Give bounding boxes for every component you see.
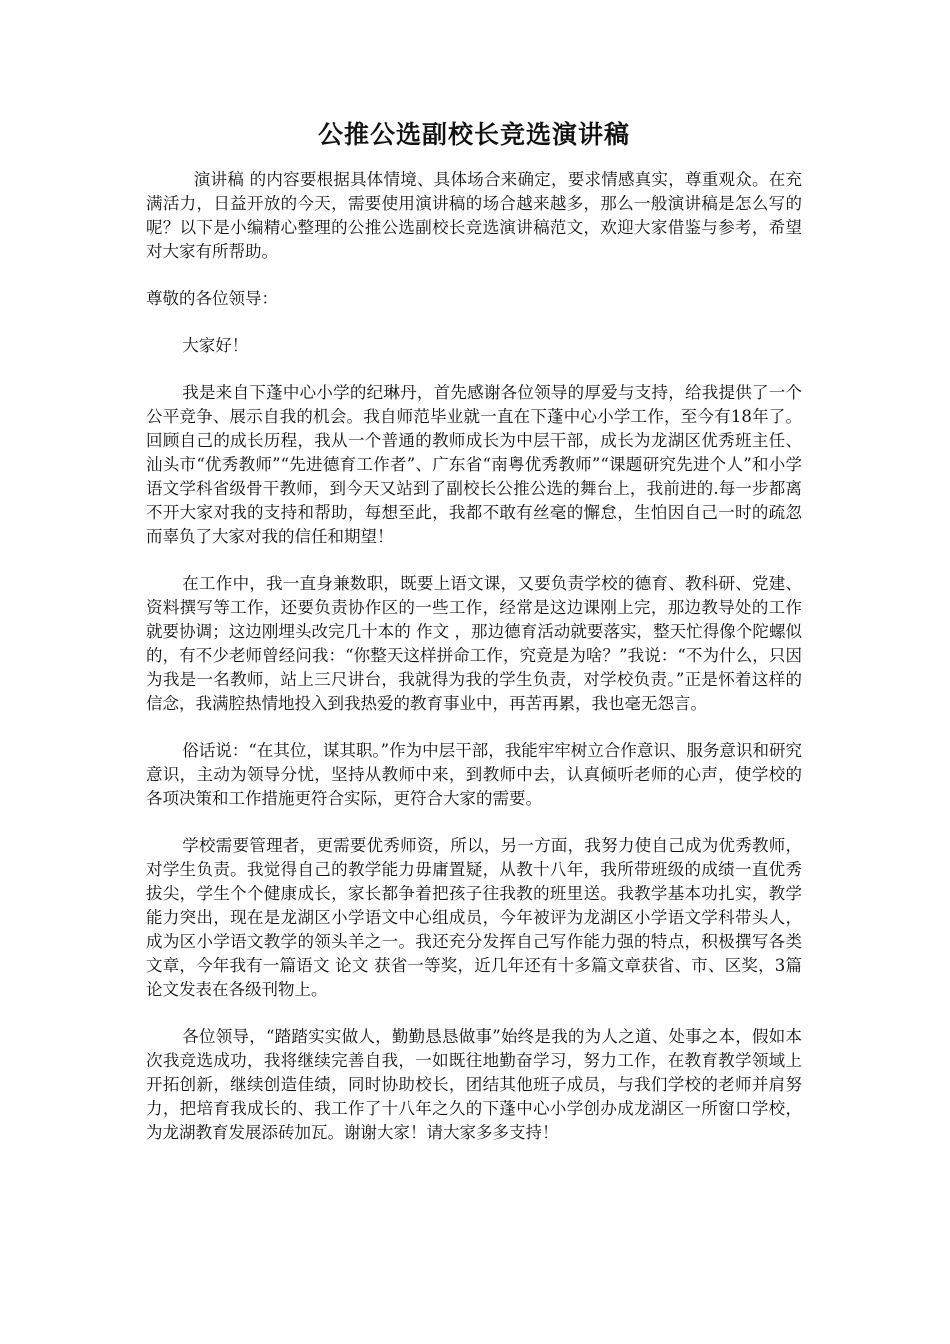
- body-paragraph-self-introduction: 我是来自下蓬中心小学的纪琳丹，首先感谢各位领导的厚爱与支持，给我提供了一个公平竞争、展示自我的机会。我自师范毕业就一直在下蓬中心小学工作，至今有18年了。回顾自己的成长历程，我从一个普通的教师成长为中层干部，成长为龙湖区优秀班主任、汕头市“优秀教师”“先进德育工作者”、广东省“南粤优秀教师”“课题研究先进个人”和小学语文学科省级骨干教师，到今天又站到了副校长公推公选的舞台上，我前进的.每一步都离不开大家对我的支持和帮助，每想至此，我都不敢有丝毫的懈怠，生怕因自己一时的疏忽而辜负了大家对我的信任和期望！: [146, 383, 802, 546]
- intro-paragraph: 演讲稿 的内容要根据具体情境、具体场合来确定，要求情感真实，尊重观众。在充满活力，日益开放的今天，需要使用演讲稿的场合越来越多，那么一般演讲稿是怎么写的呢？以下是小编精心整理的公推公选副校长竞选演讲稿范文，欢迎大家借鉴与参考，希望对大家有所帮助。: [146, 170, 802, 261]
- salutation: 尊敬的各位领导：: [146, 289, 278, 308]
- body-paragraph-management: 俗话说：“在其位，谋其职。”作为中层干部，我能牢牢树立合作意识、服务意识和研究意识，主动为领导分忧，坚持从教师中来，到教师中去，认真倾听老师的心声，使学校的各项决策和工作措施更符合实际，更符合大家的需要。: [146, 741, 802, 808]
- closing-paragraph: 各位领导，“踏踏实实做人，勤勤恳恳做事”始终是我的为人之道、处事之本，假如本次我竞选成功，我将继续完善自我，一如既往地勤奋学习，努力工作，在教育教学领域上开拓创新，继续创造佳绩，同时协助校长，团结其他班子成员，与我们学校的老师并肩努力，把培育我成长的、我工作了十八年之久的下蓬中心小学创办成龙湖区一所窗口学校，为龙湖教育发展添砖加瓦。谢谢大家！请大家多多支持！: [146, 1027, 802, 1142]
- body-paragraph-teaching: 学校需要管理者，更需要优秀师资，所以，另一方面，我努力使自己成为优秀教师，对学生负责。我觉得自己的教学能力毋庸置疑，从教十八年，我所带班级的成绩一直优秀拔尖，学生个个健康成长，家长都争着把孩子往我教的班里送。我教学基本功扎实，教学能力突出，现在是龙湖区小学语文中心组成员，今年被评为龙湖区小学语文学科带头人，成为区小学语文教学的领头羊之一。我还充分发挥自己写作能力强的特点，积极撰写各类文章，今年我有一篇语文 论文 获省一等奖，近几年还有十多篇文章获省、市、区奖，3篇论文发表在各级刊物上。: [146, 836, 802, 999]
- document-title: 公推公选副校长竞选演讲稿: [317, 120, 630, 149]
- body-paragraph-work: 在工作中，我一直身兼数职，既要上语文课，又要负责学校的德育、教科研、党建、资料撰写等工作，还要负责协作区的一些工作，经常是这边课刚上完，那边教导处的工作就要协调；这边刚埋头改完几十本的 作文 ，那边德育活动就要落实，整天忙得像个陀螺似的，有不少老师曾经问我：“你整天这样拼命工作，究竟是为啥？”我说：“不为什么，只因为我是一名教师，站上三尺讲台，我就得为我的学生负责，对学校负责。”正是怀着这样的信念，我满腔热情地投入到我热爱的教育事业中，再苦再累，我也毫无怨言。: [146, 574, 802, 713]
- greeting: 大家好！: [182, 336, 249, 355]
- document-body: [146, 118, 802, 1168]
